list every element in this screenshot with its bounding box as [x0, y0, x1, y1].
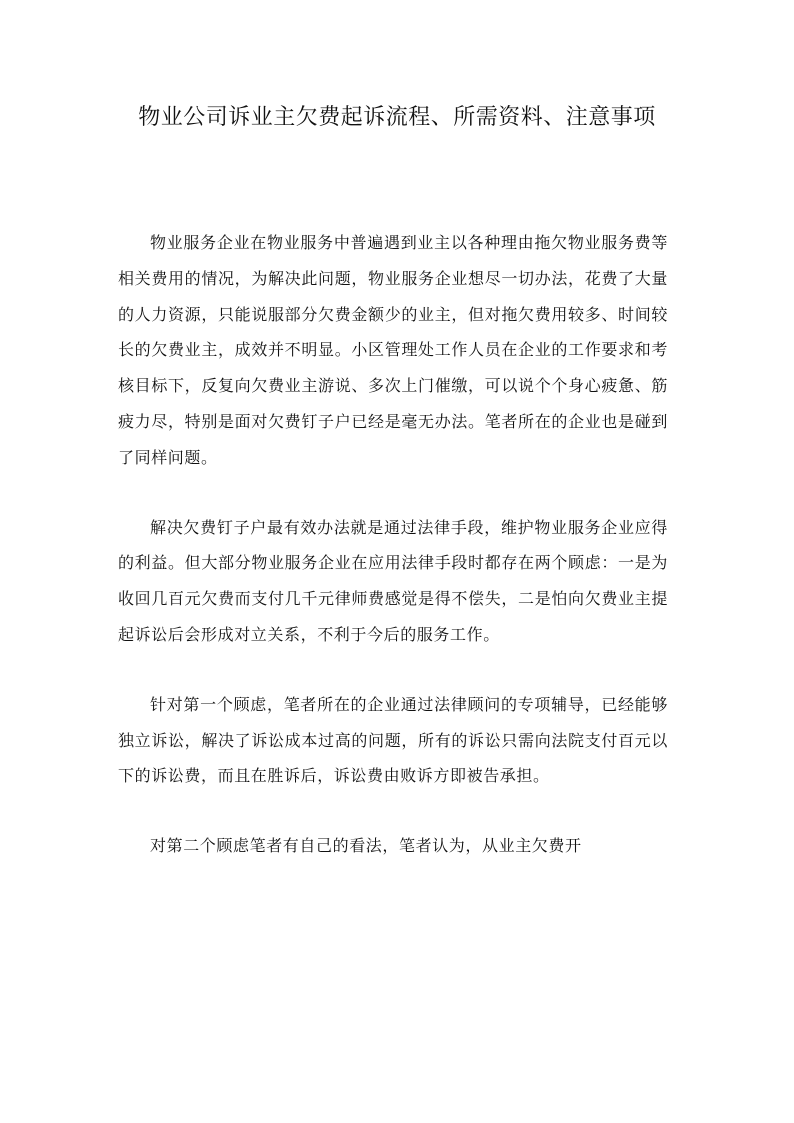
paragraph-1: 物业服务企业在物业服务中普遍遇到业主以各种理由拖欠物业服务费等相关费用的情况，为解决此问题，物业服务企业想尽一切办法，花费了大量的人力资源，只能说服部分欠费金额少的业主，但对拖欠费用较多、时间较长的欠费业主，成效并不明显。小区管理处工作人员在企业的工作要求和考核目标下，反复向欠费业主游说、多次上门催缴，可以说个个身心疲惫、筋疲力尽，特别是面对欠费钉子户已经是毫无办法。笔者所在的企业也是碰到了同样问题。: [118, 233, 668, 467]
paragraph-4: 对第二个顾虑笔者有自己的看法，笔者认为，从业主欠费开: [150, 836, 582, 856]
document-body: [118, 225, 668, 898]
document-title: 物业公司诉业主欠费起诉流程、所需资料、注意事项: [138, 105, 656, 130]
paragraph-3: 针对第一个顾虑，笔者所在的企业通过法律顾问的专项辅导，已经能够独立诉讼，解决了诉讼成本过高的问题，所有的诉讼只需向法院支付百元以下的诉讼费，而且在胜诉后，诉讼费由败诉方即被告承担。: [118, 694, 668, 786]
paragraph-2: 解决欠费钉子户最有效办法就是通过法律手段，维护物业服务企业应得的利益。但大部分物业服务企业在应用法律手段时都存在两个顾虑：一是为收回几百元欠费而支付几千元律师费感觉是得不偿失，二是怕向欠费业主提起诉讼后会形成对立关系，不利于今后的服务工作。: [118, 517, 668, 644]
